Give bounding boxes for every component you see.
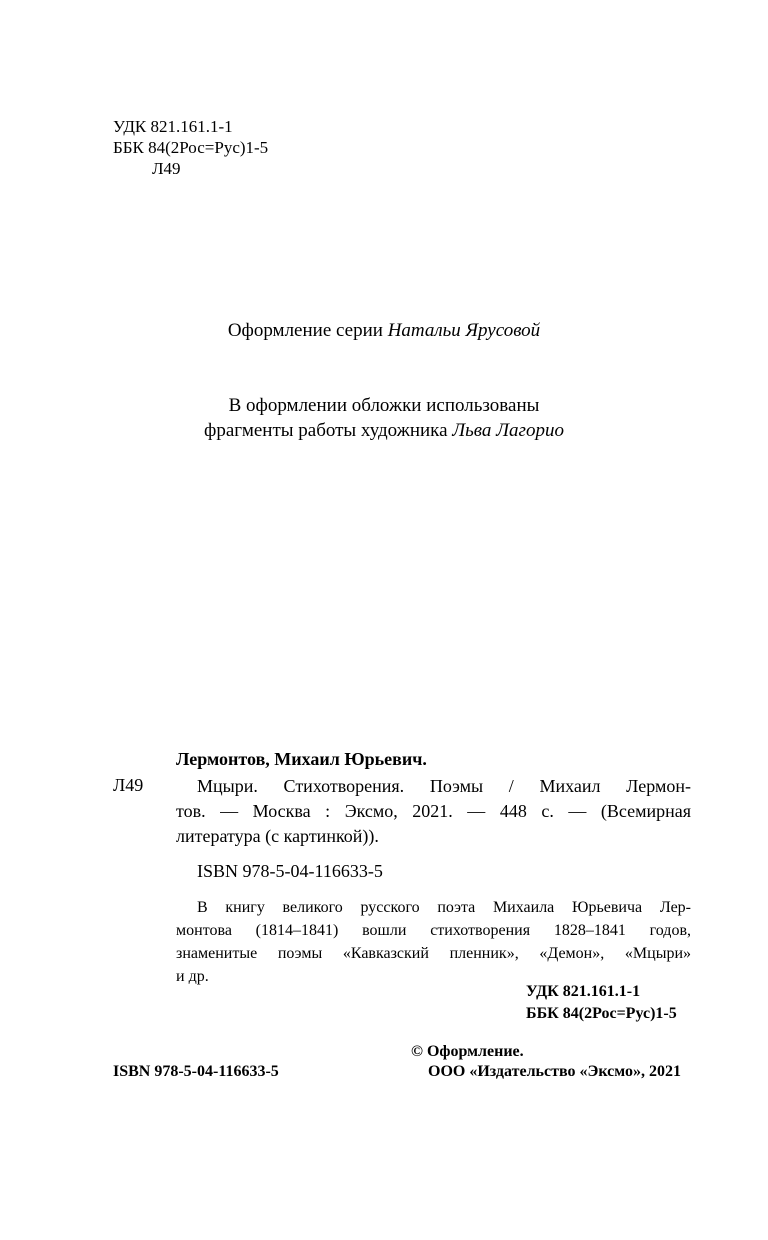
cover-credit-line2 <box>0 420 768 442</box>
annotation-line-4: и др. <box>176 968 209 985</box>
top-bbk: ББК 84(2Рос=Рус)1-5 <box>113 138 269 157</box>
catalog-author-heading: Лермонтов, Михаил Юрьевич. <box>176 749 427 769</box>
cover-credit-line1: В оформлении обложки использованы <box>228 395 540 416</box>
annotation-line-2: монтова (1814–1841) вошли стихотворения 1828–1841 годов, <box>176 922 691 939</box>
series-design-prefix: Оформление серии <box>227 320 388 341</box>
catalog-entry-line-1: Мцыри. Стихотворения. Поэмы / Михаил Лермон- <box>197 776 691 796</box>
copyright-line2: ООО «Издательство «Эксмо», 2021 <box>428 1063 681 1080</box>
catalog-bbk: ББК 84(2Рос=Рус)1-5 <box>526 1005 677 1022</box>
catalog-author-sign: Л49 <box>113 775 144 795</box>
catalog-isbn: ISBN 978-5-04-116633-5 <box>197 861 383 881</box>
catalog-entry-line-2: тов. — Москва : Эксмо, 2021. — 448 с. — (Всемирная <box>176 801 691 821</box>
cover-artist-name: Льва Лагорио <box>452 420 564 441</box>
series-design-credit <box>0 320 768 342</box>
cover-credit-prefix: фрагменты работы художника <box>204 420 453 441</box>
series-designer-name: Натальи Ярусовой <box>387 320 541 341</box>
catalog-udk: УДК 821.161.1-1 <box>526 983 641 1000</box>
top-udk: УДК 821.161.1-1 <box>113 117 233 136</box>
top-author-sign: Л49 <box>152 159 181 178</box>
catalog-entry-line-3: литература (с картинкой)). <box>176 826 379 846</box>
footer-isbn: ISBN 978-5-04-116633-5 <box>113 1063 279 1080</box>
annotation-line-3: знаменитые поэмы «Кавказский пленник», «Демон», «Мцыри» <box>176 945 691 962</box>
annotation-line-1: В книгу великого русского поэта Михаила Юрьевича Лер- <box>197 899 691 916</box>
copyright-line1: © Оформление. <box>411 1043 524 1060</box>
